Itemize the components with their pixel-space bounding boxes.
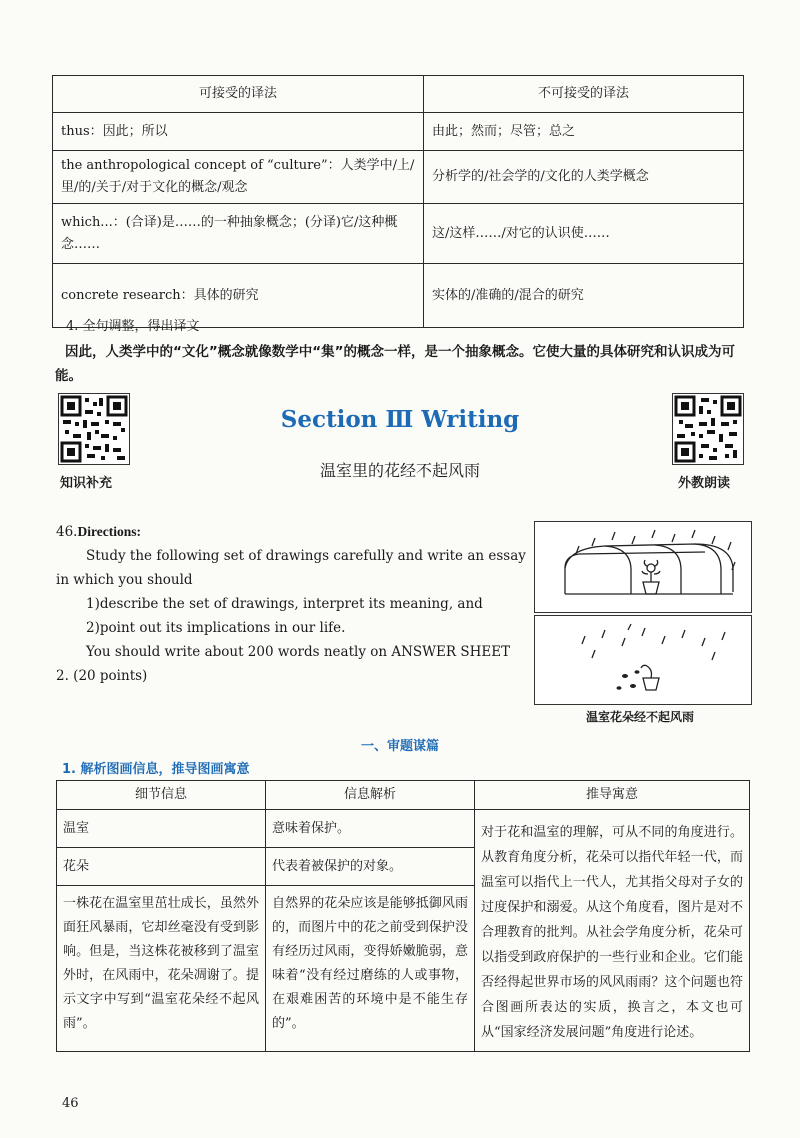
drawing-greenhouse xyxy=(534,521,752,613)
table-cell-merged: 对于花和温室的理解，可从不同的角度进行。从教育角度分析，花朵可以指代年轻一代，而温室可以指代上一代人，尤其指父母对子女的过度保护和溺爱。从这个角度看，图片是对不合理教育的批判。从社会学角度分析，花朵可以指受到政府保护的一些行业和企业。它们能否经得起世界市场的风风雨雨？这个问题也符合图画所表达的实质，换言之，本文也可从“国家经济发展问题”角度进行论述。 xyxy=(475,810,750,1052)
directions-line1: Study the following set of drawings carefully and write an essay in which you should xyxy=(56,548,526,588)
table-header: 推导寓意 xyxy=(475,781,750,810)
qr-right-label: 外教朗读 xyxy=(678,476,731,491)
table-row xyxy=(53,113,744,151)
table-cell: 由此；然而；尽管；总之 xyxy=(424,113,744,151)
step-4-heading: 4. 全句调整，得出译文 xyxy=(66,319,200,334)
translation-table xyxy=(52,75,744,328)
table-header: 不可接受的译法 xyxy=(424,76,744,113)
analysis-table xyxy=(56,780,750,1052)
directions-item2: 2)point out its implications in our life. xyxy=(86,620,346,636)
step-1-heading: 1. 解析图画信息，推导图画寓意 xyxy=(62,762,250,777)
table-cell: 温室 xyxy=(57,810,266,848)
drawing-caption: 温室花朵经不起风雨 xyxy=(585,710,694,724)
greenhouse-flower-illustration xyxy=(535,522,751,612)
table-header: 细节信息 xyxy=(57,781,266,810)
question-number: 46. xyxy=(56,524,78,540)
table-cell: the anthropological concept of “culture”：人类学中/上/里/的/关于/对于文化的概念/观念 xyxy=(53,151,424,204)
table-cell: thus：因此；所以 xyxy=(53,113,424,151)
directions-line2: You should write about 200 words neatly on ANSWER SHEET 2. (20 points) xyxy=(56,644,511,684)
qr-left-label: 知识补充 xyxy=(60,476,113,491)
table-cell: 这/这样……/对它的认识使…… xyxy=(424,204,744,264)
page-number: 46 xyxy=(62,1096,79,1111)
table-row xyxy=(53,204,744,264)
table-header: 信息解析 xyxy=(266,781,475,810)
table-cell: 实体的/准确的/混合的研究 xyxy=(424,264,744,328)
table-cell: 代表着被保护的对象。 xyxy=(266,848,475,886)
directions-item1: 1)describe the set of drawings, interpret its meaning, and xyxy=(86,596,483,612)
writing-topic: 温室里的花经不起风雨 xyxy=(319,461,480,480)
table-row xyxy=(53,151,744,204)
translation-result: 因此，人类学中的“文化”概念就像数学中“集”的概念一样，是一个抽象概念。它使大量的具体研究和认识成为可能。 xyxy=(55,344,735,384)
table-cell: concrete research：具体的研究 xyxy=(53,264,424,328)
directions-block xyxy=(56,520,526,688)
directions-heading: Directions: xyxy=(77,524,141,539)
drawing-outside xyxy=(534,615,752,705)
table-cell: 花朵 xyxy=(57,848,266,886)
section-title: Section Ⅲ Writing xyxy=(280,406,520,433)
subheading: 一、审题谋篇 xyxy=(360,739,439,754)
table-cell: which...：(合译)是……的一种抽象概念；(分译)它/这种概念…… xyxy=(53,204,424,264)
table-cell: 意味着保护。 xyxy=(266,810,475,848)
table-cell: 分析学的/社会学的/文化的人类学概念 xyxy=(424,151,744,204)
table-row xyxy=(57,810,750,848)
table-cell: 自然界的花朵应该是能够抵御风雨的，而图片中的花之前受到保护没有经历过风雨，变得娇嫩脆弱，意味着“没有经过磨练的人或事物，在艰难困苦的环境中是不能生存的”。 xyxy=(266,886,475,1052)
wilted-flower-illustration xyxy=(535,616,751,704)
table-header: 可接受的译法 xyxy=(53,76,424,113)
table-cell: 一株花在温室里茁壮成长，虽然外面狂风暴雨，它却丝毫没有受到影响。但是，当这株花被移到了温室外时，在风雨中，花朵凋谢了。提示文字中写到“温室花朵经不起风雨”。 xyxy=(57,886,266,1052)
